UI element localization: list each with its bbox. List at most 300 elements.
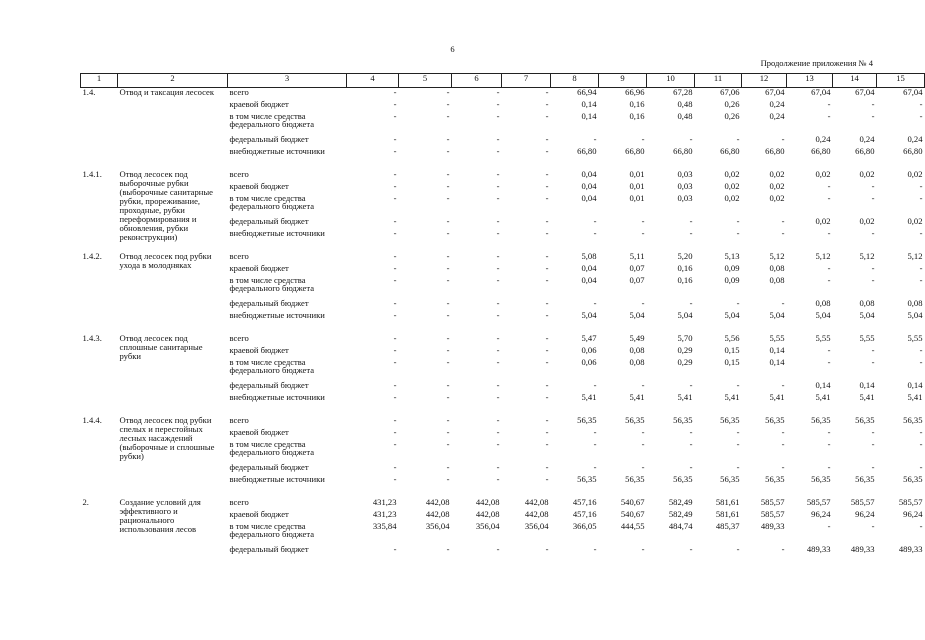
value-cell: 457,16 [572, 497, 597, 507]
value-cell: - [781, 439, 785, 449]
value-cell: - [446, 427, 450, 437]
value-cell: - [871, 111, 875, 121]
value-cell: - [545, 544, 549, 554]
table-row [81, 88, 925, 101]
header-cell: 13 [787, 74, 833, 88]
value-cell: - [393, 380, 397, 390]
value-cell: - [393, 427, 397, 437]
value-cell: - [393, 298, 397, 308]
value-cell: 5,41 [677, 392, 693, 402]
value-cell: - [736, 298, 740, 308]
value-cell: 56,35 [577, 474, 597, 484]
value-cell: 442,08 [524, 497, 549, 507]
table-row [81, 416, 925, 428]
funding-source: федеральный бюджет [229, 134, 309, 144]
value-cell: - [827, 111, 831, 121]
value-cell: 0,02 [769, 181, 785, 191]
value-cell: 0,14 [815, 380, 831, 390]
value-cell: - [736, 427, 740, 437]
value-cell: 485,37 [715, 521, 740, 531]
value-cell: - [827, 521, 831, 531]
value-cell: - [496, 439, 500, 449]
value-cell: - [393, 474, 397, 484]
value-cell: - [545, 99, 549, 109]
value-cell: - [446, 263, 450, 273]
value-cell: 67,04 [855, 87, 875, 97]
value-cell: - [446, 134, 450, 144]
value-cell: 5,55 [907, 333, 923, 343]
value-cell: 0,01 [629, 181, 645, 191]
value-cell: 540,67 [620, 509, 645, 519]
value-cell: - [446, 146, 450, 156]
value-cell: - [781, 462, 785, 472]
value-cell: - [545, 427, 549, 437]
funding-source: федеральный бюджет [229, 462, 309, 472]
value-cell: - [827, 357, 831, 367]
value-cell: - [545, 345, 549, 355]
value-cell: - [736, 462, 740, 472]
value-cell: - [545, 146, 549, 156]
value-cell: - [781, 427, 785, 437]
value-cell: 0,48 [677, 99, 693, 109]
header-cell: 12 [742, 74, 787, 88]
value-cell: - [545, 310, 549, 320]
value-cell: 0,24 [815, 134, 831, 144]
value-cell: - [919, 275, 923, 285]
value-cell: - [827, 193, 831, 203]
value-cell: 67,04 [903, 87, 923, 97]
value-cell: 0,14 [769, 357, 785, 367]
value-cell: 96,24 [855, 509, 875, 519]
value-cell: - [496, 216, 500, 226]
value-cell: 5,41 [724, 392, 740, 402]
value-cell: 5,41 [629, 392, 645, 402]
value-cell: 5,12 [815, 251, 831, 261]
funding-source: в том числе средства федерального бюджета [229, 357, 315, 376]
value-cell: 67,06 [720, 87, 740, 97]
value-cell: 0,14 [907, 380, 923, 390]
value-cell: 0,04 [581, 275, 597, 285]
value-cell: 5,04 [815, 310, 831, 320]
header-cell: 9 [599, 74, 647, 88]
value-cell: 56,35 [673, 474, 693, 484]
value-cell: 67,04 [811, 87, 831, 97]
value-cell: - [496, 99, 500, 109]
value-cell: - [736, 380, 740, 390]
value-cell: 0,48 [677, 111, 693, 121]
page-number: 6 [450, 44, 455, 54]
value-cell: - [919, 181, 923, 191]
value-cell: - [446, 310, 450, 320]
value-cell: 66,80 [811, 146, 831, 156]
value-cell: - [871, 99, 875, 109]
value-cell: 366,05 [572, 521, 597, 531]
value-cell: - [593, 298, 597, 308]
value-cell: 0,02 [724, 193, 740, 203]
value-cell: - [393, 146, 397, 156]
funding-source: краевой бюджет [229, 181, 289, 191]
value-cell: - [781, 216, 785, 226]
value-cell: - [496, 544, 500, 554]
value-cell: 5,55 [859, 333, 875, 343]
value-cell: 585,57 [760, 509, 785, 519]
value-cell: - [496, 345, 500, 355]
value-cell: 0,01 [629, 193, 645, 203]
table-row [81, 252, 925, 264]
value-cell: 5,04 [724, 310, 740, 320]
value-cell: 5,04 [769, 310, 785, 320]
header-cell: 14 [833, 74, 877, 88]
value-cell: 0,14 [859, 380, 875, 390]
value-cell: 66,80 [903, 146, 923, 156]
value-cell: 66,96 [625, 87, 645, 97]
funding-source: краевой бюджет [229, 509, 289, 519]
value-cell: - [446, 345, 450, 355]
value-cell: - [446, 111, 450, 121]
value-cell: - [781, 544, 785, 554]
header-cell: 11 [695, 74, 742, 88]
value-cell: - [393, 275, 397, 285]
value-cell: - [827, 228, 831, 238]
value-cell: - [689, 216, 693, 226]
value-cell: - [641, 380, 645, 390]
value-cell: - [496, 380, 500, 390]
value-cell: 0,29 [677, 357, 693, 367]
value-cell: - [641, 544, 645, 554]
value-cell: - [689, 439, 693, 449]
value-cell: - [393, 228, 397, 238]
value-cell: 56,35 [577, 415, 597, 425]
value-cell: - [496, 134, 500, 144]
value-cell: - [689, 298, 693, 308]
funding-source: внебюджетные источники [229, 228, 325, 238]
value-cell: 5,56 [724, 333, 740, 343]
value-cell: - [545, 474, 549, 484]
value-cell: - [496, 251, 500, 261]
value-cell: 5,49 [629, 333, 645, 343]
header-cell: 1 [81, 74, 118, 88]
value-cell: 5,12 [907, 251, 923, 261]
value-cell: - [545, 333, 549, 343]
value-cell: 5,04 [907, 310, 923, 320]
value-cell: - [919, 521, 923, 531]
header-cell: 10 [647, 74, 695, 88]
value-cell: - [496, 427, 500, 437]
value-cell: - [641, 134, 645, 144]
value-cell: 66,80 [577, 146, 597, 156]
value-cell: - [689, 427, 693, 437]
funding-source: в том числе средства федерального бюджета [229, 439, 315, 458]
table-row [81, 498, 925, 510]
value-cell: - [545, 357, 549, 367]
value-cell: - [919, 439, 923, 449]
value-cell: - [545, 181, 549, 191]
value-cell: 56,35 [765, 415, 785, 425]
funding-source: внебюджетные источники [229, 474, 325, 484]
value-cell: - [393, 169, 397, 179]
value-cell: 0,04 [581, 263, 597, 273]
value-cell: - [871, 181, 875, 191]
value-cell: 0,02 [859, 169, 875, 179]
value-cell: 0,14 [769, 345, 785, 355]
value-cell: - [446, 99, 450, 109]
header-cell: 6 [452, 74, 502, 88]
value-cell: 0,04 [581, 181, 597, 191]
value-cell: 356,04 [524, 521, 549, 531]
value-cell: - [393, 439, 397, 449]
value-cell: - [446, 298, 450, 308]
funding-source: федеральный бюджет [229, 380, 309, 390]
value-cell: - [496, 193, 500, 203]
value-cell: 5,41 [815, 392, 831, 402]
value-cell: - [393, 251, 397, 261]
value-cell: - [496, 462, 500, 472]
value-cell: - [689, 380, 693, 390]
value-cell: - [593, 544, 597, 554]
value-cell: - [827, 462, 831, 472]
value-cell: 5,13 [724, 251, 740, 261]
value-cell: 56,35 [903, 415, 923, 425]
value-cell: - [446, 439, 450, 449]
funding-source: в том числе средства федерального бюджета [229, 275, 315, 294]
value-cell: - [496, 228, 500, 238]
funding-source: федеральный бюджет [229, 298, 309, 308]
value-cell: - [446, 544, 450, 554]
value-cell: 0,08 [907, 298, 923, 308]
value-cell: - [593, 427, 597, 437]
value-cell: - [393, 216, 397, 226]
value-cell: 431,23 [372, 509, 397, 519]
value-cell: - [641, 439, 645, 449]
value-cell: - [393, 544, 397, 554]
value-cell: 540,67 [620, 497, 645, 507]
value-cell: 489,33 [806, 544, 831, 554]
value-cell: - [446, 251, 450, 261]
value-cell: 66,80 [625, 146, 645, 156]
value-cell: - [689, 462, 693, 472]
value-cell: - [393, 333, 397, 343]
value-cell: - [641, 228, 645, 238]
value-cell: 5,04 [859, 310, 875, 320]
value-cell: 335,84 [372, 521, 397, 531]
value-cell: - [496, 275, 500, 285]
value-cell: - [736, 134, 740, 144]
value-cell: - [393, 263, 397, 273]
value-cell: - [689, 544, 693, 554]
value-cell: 0,16 [677, 263, 693, 273]
funding-source: всего [229, 87, 249, 97]
value-cell: - [919, 193, 923, 203]
value-cell: - [496, 474, 500, 484]
value-cell: 581,61 [715, 497, 740, 507]
value-cell: - [393, 87, 397, 97]
value-cell: - [393, 99, 397, 109]
funding-source: краевой бюджет [229, 427, 289, 437]
value-cell: - [446, 380, 450, 390]
value-cell: 489,33 [760, 521, 785, 531]
value-cell: - [545, 111, 549, 121]
program-table [80, 73, 925, 557]
value-cell: - [545, 87, 549, 97]
item-number: 1.4.1. [82, 169, 102, 179]
item-title: Отвод лесосек под рубки ухода в молодняках [119, 251, 212, 271]
value-cell: 585,57 [850, 497, 875, 507]
value-cell: 0,14 [581, 99, 597, 109]
value-cell: - [446, 415, 450, 425]
table-row [81, 334, 925, 346]
value-cell: - [545, 439, 549, 449]
value-cell: 0,06 [581, 345, 597, 355]
value-cell: 5,04 [629, 310, 645, 320]
value-cell: - [919, 427, 923, 437]
value-cell: - [641, 427, 645, 437]
header-cell: 15 [877, 74, 925, 88]
value-cell: 444,55 [620, 521, 645, 531]
value-cell: - [446, 169, 450, 179]
value-cell: 56,35 [625, 474, 645, 484]
value-cell: 431,23 [372, 497, 397, 507]
value-cell: - [827, 275, 831, 285]
value-cell: 5,11 [629, 251, 645, 261]
value-cell: - [871, 263, 875, 273]
item-title: Отвод и таксация лесосек [119, 87, 214, 97]
value-cell: - [496, 146, 500, 156]
value-cell: 582,49 [668, 509, 693, 519]
value-cell: 457,16 [572, 509, 597, 519]
value-cell: 489,33 [898, 544, 923, 554]
item-title: Отвод лесосек под рубки спелых и перестойных лесных насаждений (выборочные и сплошные рубки) [119, 415, 215, 462]
value-cell: - [919, 99, 923, 109]
funding-source: внебюджетные источники [229, 392, 325, 402]
value-cell: 96,24 [903, 509, 923, 519]
value-cell: 0,24 [907, 134, 923, 144]
funding-source: всего [229, 169, 249, 179]
value-cell: 0,02 [724, 181, 740, 191]
value-cell: 585,57 [806, 497, 831, 507]
value-cell: 0,16 [677, 275, 693, 285]
funding-source: внебюджетные источники [229, 146, 325, 156]
value-cell: - [593, 462, 597, 472]
item-number: 1.4.3. [82, 333, 102, 343]
value-cell: 0,02 [769, 169, 785, 179]
value-cell: - [545, 193, 549, 203]
value-cell: 0,03 [677, 181, 693, 191]
value-cell: - [446, 181, 450, 191]
value-cell: 66,80 [765, 146, 785, 156]
item-number: 2. [82, 497, 89, 507]
value-cell: - [446, 193, 450, 203]
value-cell: - [545, 298, 549, 308]
value-cell: 56,35 [625, 415, 645, 425]
funding-source: в том числе средства федерального бюджета [229, 111, 315, 130]
value-cell: - [393, 310, 397, 320]
value-cell: - [496, 181, 500, 191]
value-cell: 56,35 [720, 415, 740, 425]
value-cell: 0,26 [724, 111, 740, 121]
value-cell: 0,15 [724, 357, 740, 367]
value-cell: 0,02 [815, 216, 831, 226]
value-cell: 56,35 [811, 415, 831, 425]
value-cell: 585,57 [898, 497, 923, 507]
value-cell: 67,28 [673, 87, 693, 97]
value-cell: - [446, 275, 450, 285]
value-cell: - [919, 345, 923, 355]
value-cell: - [871, 357, 875, 367]
value-cell: - [593, 439, 597, 449]
value-cell: - [736, 216, 740, 226]
value-cell: 0,08 [769, 263, 785, 273]
value-cell: - [496, 169, 500, 179]
value-cell: 5,55 [815, 333, 831, 343]
value-cell: - [496, 357, 500, 367]
value-cell: 0,24 [769, 99, 785, 109]
value-cell: 585,57 [760, 497, 785, 507]
value-cell: 0,08 [629, 357, 645, 367]
value-cell: - [545, 169, 549, 179]
value-cell: 356,04 [425, 521, 450, 531]
funding-source: краевой бюджет [229, 99, 289, 109]
value-cell: - [545, 275, 549, 285]
value-cell: 0,04 [581, 193, 597, 203]
value-cell: 0,02 [907, 169, 923, 179]
value-cell: - [871, 275, 875, 285]
value-cell: 0,02 [859, 216, 875, 226]
value-cell: 0,16 [629, 99, 645, 109]
value-cell: 56,35 [720, 474, 740, 484]
value-cell: 56,35 [765, 474, 785, 484]
value-cell: - [545, 251, 549, 261]
funding-source: всего [229, 415, 249, 425]
value-cell: 0,07 [629, 263, 645, 273]
value-cell: - [871, 439, 875, 449]
value-cell: - [393, 181, 397, 191]
value-cell: 0,03 [677, 193, 693, 203]
value-cell: 5,41 [907, 392, 923, 402]
value-cell: - [827, 345, 831, 355]
value-cell: - [446, 228, 450, 238]
value-cell: - [496, 87, 500, 97]
value-cell: 0,07 [629, 275, 645, 285]
value-cell: - [689, 134, 693, 144]
value-cell: - [446, 462, 450, 472]
value-cell: - [827, 427, 831, 437]
value-cell: - [446, 87, 450, 97]
continuation-note: Продолжение приложения № 4 [760, 58, 873, 68]
value-cell: 0,24 [859, 134, 875, 144]
value-cell: 0,02 [769, 193, 785, 203]
value-cell: - [393, 193, 397, 203]
value-cell: 5,12 [859, 251, 875, 261]
funding-source: всего [229, 333, 249, 343]
value-cell: - [496, 263, 500, 273]
header-cell: 2 [118, 74, 228, 88]
value-cell: - [545, 462, 549, 472]
header-cell: 8 [551, 74, 599, 88]
value-cell: 0,02 [724, 169, 740, 179]
value-cell: 0,14 [581, 111, 597, 121]
table-body [81, 88, 925, 558]
value-cell: - [496, 333, 500, 343]
value-cell: 5,08 [581, 251, 597, 261]
value-cell: - [446, 392, 450, 402]
funding-source: внебюджетные источники [229, 310, 325, 320]
funding-source: краевой бюджет [229, 263, 289, 273]
header-cell: 4 [347, 74, 399, 88]
value-cell: 489,33 [850, 544, 875, 554]
value-cell: 582,49 [668, 497, 693, 507]
value-cell: 67,04 [765, 87, 785, 97]
value-cell: 5,70 [677, 333, 693, 343]
